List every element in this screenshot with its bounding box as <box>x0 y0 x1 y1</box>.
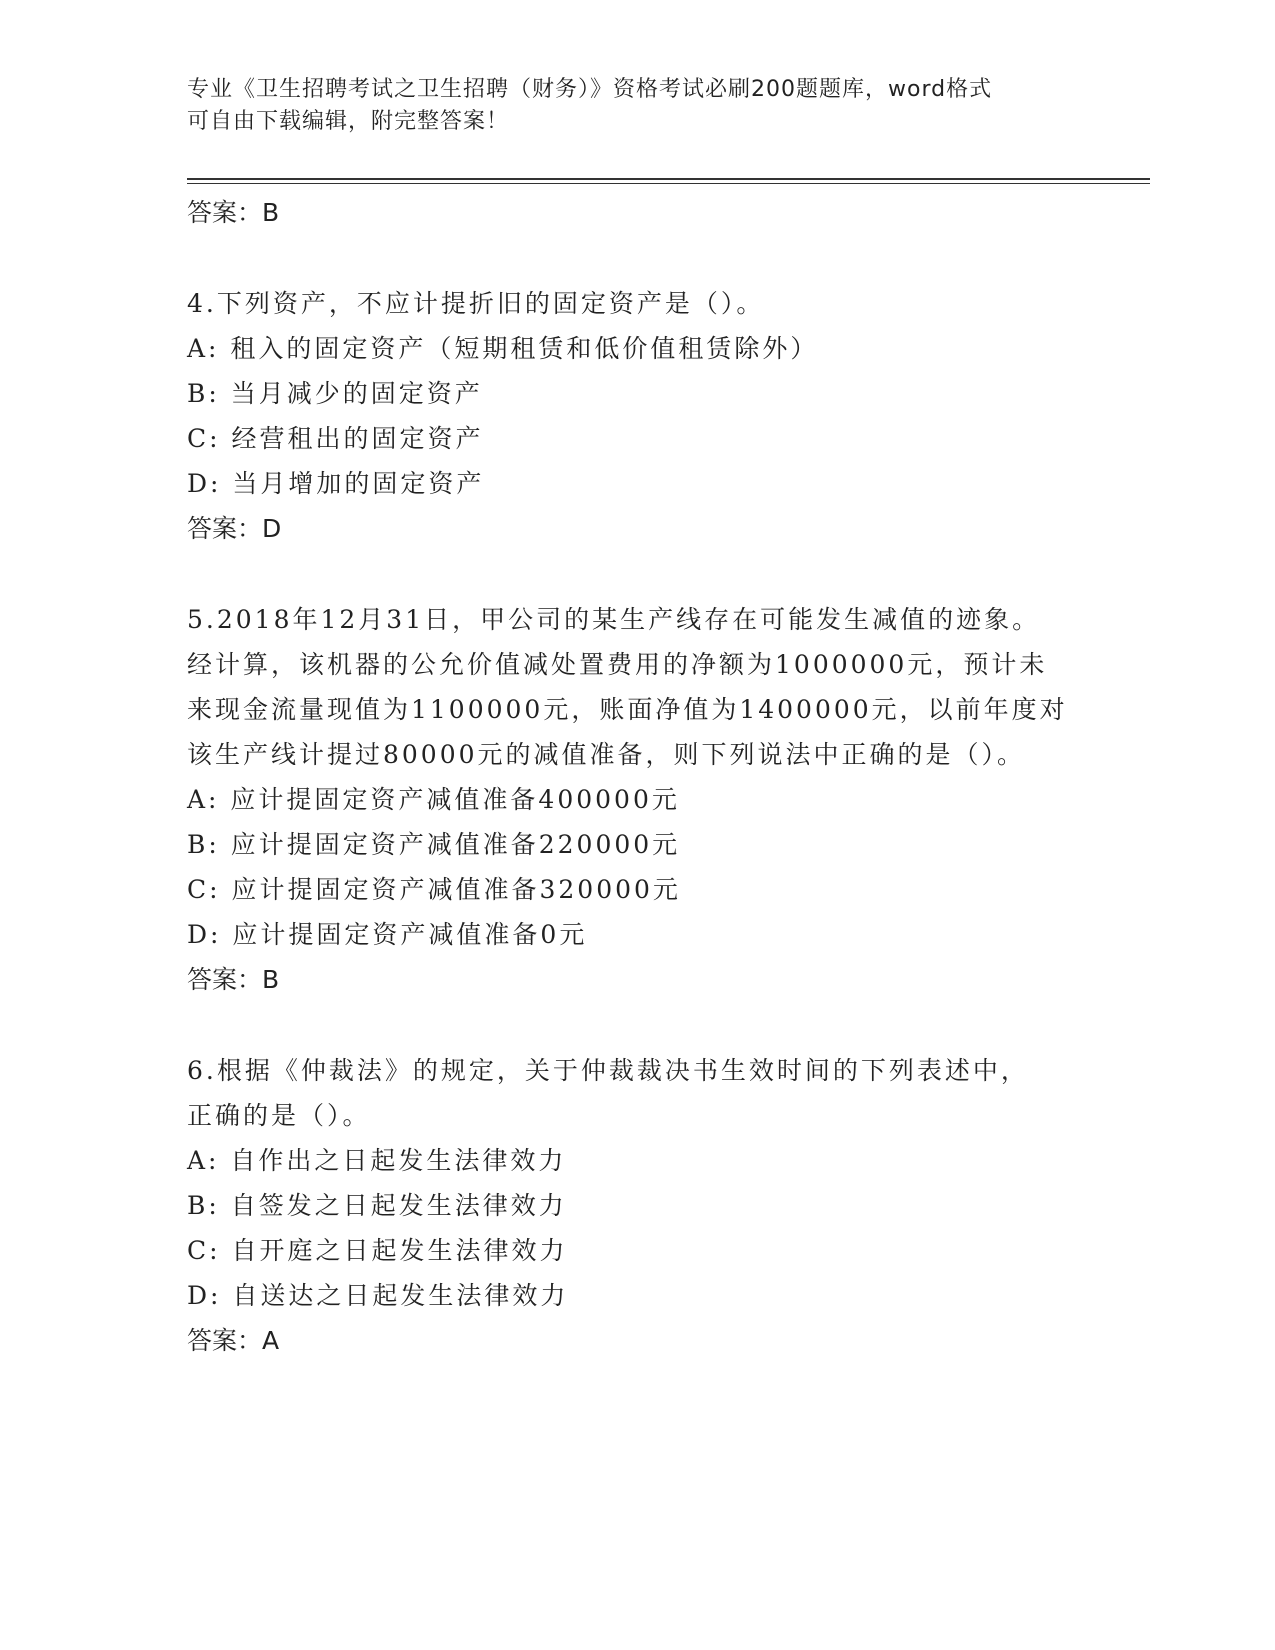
option-d: D: 当月增加的固定资产 <box>187 469 485 498</box>
question-stem: 经计算，该机器的公允价值减处置费用的净额为1000000元，预计未 <box>187 650 1048 679</box>
spacer <box>187 1002 1087 1048</box>
question-stem: 该生产线计提过80000元的减值准备，则下列说法中正确的是（）。 <box>187 740 1026 769</box>
option-d: D: 应计提固定资产减值准备0元 <box>187 920 588 949</box>
question-list <box>187 190 1087 1363</box>
option-a: A: 自作出之日起发生法律效力 <box>187 1146 567 1175</box>
header-divider-thick <box>187 178 1150 180</box>
document-header <box>187 74 1087 138</box>
spacer <box>187 235 1087 281</box>
option-b: B: 当月减少的固定资产 <box>187 379 483 408</box>
answer-previous: 答案：B <box>187 198 280 227</box>
option-d: D: 自送达之日起发生法律效力 <box>187 1281 569 1310</box>
answer: 答案：B <box>187 965 280 994</box>
option-b: B: 应计提固定资产减值准备220000元 <box>187 830 681 859</box>
header-divider-thin <box>187 183 1150 184</box>
header-line-1: 专业《卫生招聘考试之卫生招聘（财务）》资格考试必刷200题题库，word格式 <box>187 77 993 102</box>
option-c: C: 自开庭之日起发生法律效力 <box>187 1236 568 1265</box>
question-4 <box>187 281 1087 551</box>
option-a: A: 租入的固定资产（短期租赁和低价值租赁除外） <box>187 334 819 363</box>
question-stem: 6.根据《仲裁法》的规定，关于仲裁裁决书生效时间的下列表述中， <box>187 1056 1029 1085</box>
question-6 <box>187 1048 1087 1363</box>
option-a: A: 应计提固定资产减值准备400000元 <box>187 785 680 814</box>
spacer <box>187 551 1087 597</box>
option-b: B: 自签发之日起发生法律效力 <box>187 1191 567 1220</box>
answer: 答案：A <box>187 1326 280 1355</box>
question-5 <box>187 597 1087 1002</box>
header-line-2: 可自由下载编辑，附完整答案！ <box>187 109 510 134</box>
option-c: C: 经营租出的固定资产 <box>187 424 484 453</box>
answer: 答案：D <box>187 514 282 543</box>
question-stem: 来现金流量现值为1100000元，账面净值为1400000元，以前年度对 <box>187 695 1068 724</box>
question-stem: 5.2018年12月31日，甲公司的某生产线存在可能发生减值的迹象。 <box>187 605 1041 634</box>
question-stem: 正确的是（）。 <box>187 1101 371 1130</box>
option-c: C: 应计提固定资产减值准备320000元 <box>187 875 681 904</box>
question-stem: 4.下列资产，不应计提折旧的固定资产是（）。 <box>187 289 765 318</box>
